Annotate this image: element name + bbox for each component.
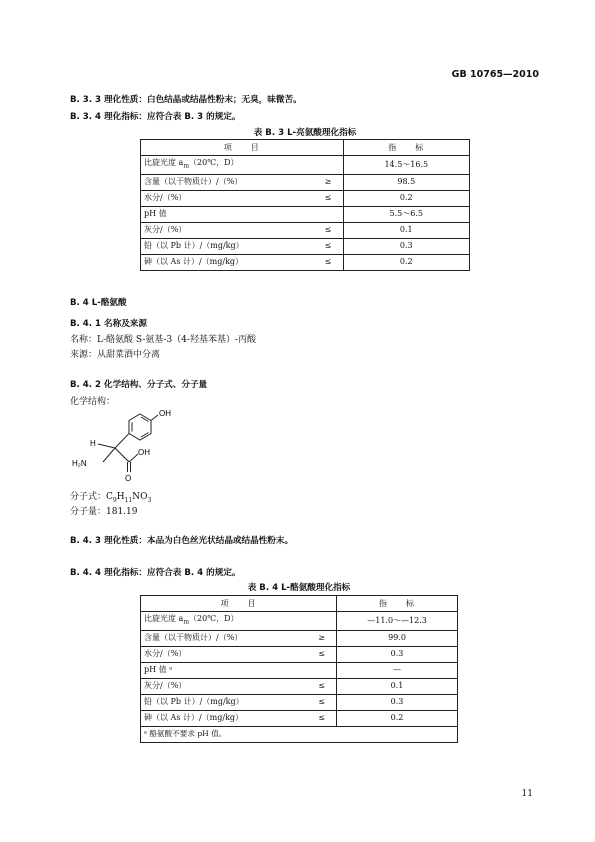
row-value: 0.2 bbox=[337, 710, 458, 726]
row-comparator: ≤ bbox=[307, 646, 337, 662]
amino-label: H₂N bbox=[72, 459, 87, 468]
row-item-text: 砷（以 As 计）/（mg/kg） bbox=[144, 257, 244, 267]
row-comparator: ≥ bbox=[307, 630, 337, 646]
row-comparator: ≤ bbox=[307, 678, 337, 694]
row-item-text: 含量（以干物质计）/（%） bbox=[144, 633, 243, 643]
row-value: 0.3 bbox=[337, 646, 458, 662]
row-item bbox=[141, 174, 314, 190]
table-row bbox=[141, 254, 470, 270]
name-line: 名称：L-酪氨酸 S-氨基-3（4-羟基苯基）-丙酸 bbox=[70, 335, 256, 345]
row-item-text: 铅（以 Pb 计）/（mg/kg） bbox=[144, 697, 244, 707]
standard-number: GB 10765—2010 bbox=[451, 69, 539, 80]
row-item-text: 含量（以干物质计）/（%） bbox=[144, 177, 243, 187]
table-b4-caption: 表 B. 4 L-酪氨酸理化指标 bbox=[247, 583, 351, 593]
row-comparator: ≤ bbox=[313, 222, 343, 238]
section-b4-heading: B. 4 L-酪氨酸 bbox=[70, 298, 127, 308]
row-item bbox=[141, 678, 308, 694]
row-item-text: pH 值 bbox=[144, 209, 167, 219]
table-row bbox=[141, 630, 458, 646]
row-comparator bbox=[313, 156, 343, 175]
row-value: — bbox=[337, 662, 458, 678]
table-b4 bbox=[140, 595, 458, 743]
table-row bbox=[141, 190, 470, 206]
row-item-subscript: m bbox=[183, 162, 190, 170]
molecular-weight: 分子量：181.19 bbox=[70, 507, 138, 517]
row-item-text: 铅（以 Pb 计）/（mg/kg） bbox=[144, 241, 244, 251]
section-b43: B. 4. 3 理化性质：本品为白色丝光状结晶或结晶性粉末。 bbox=[70, 536, 294, 546]
source-line: 来源：从甜菜酒中分离 bbox=[70, 350, 161, 360]
table-row bbox=[141, 238, 470, 254]
row-item bbox=[141, 206, 314, 222]
row-value: 99.0 bbox=[337, 630, 458, 646]
section-b41: B. 4. 1 名称及来源 bbox=[70, 319, 147, 329]
row-item-text: 水分/（%） bbox=[144, 649, 187, 659]
table-row bbox=[141, 662, 458, 678]
row-item-text: 灰分/（%） bbox=[144, 681, 187, 691]
row-item-condition: （20℃，D） bbox=[189, 158, 239, 167]
column-header-spec: 指 标 bbox=[343, 140, 469, 156]
row-item bbox=[141, 646, 308, 662]
table-footnote-row bbox=[141, 726, 458, 742]
row-item bbox=[141, 254, 314, 270]
structure-label: 化学结构： bbox=[70, 397, 116, 407]
row-item bbox=[141, 662, 308, 678]
formula-o-count: 3 bbox=[147, 496, 152, 504]
row-comparator: ≤ bbox=[307, 710, 337, 726]
row-item bbox=[141, 190, 314, 206]
formula-h: H bbox=[116, 492, 125, 502]
hydroxyl-label: OH bbox=[159, 409, 171, 418]
row-comparator: ≤ bbox=[313, 238, 343, 254]
row-item-text: 水分/（%） bbox=[144, 193, 187, 203]
table-row bbox=[141, 710, 458, 726]
row-value: 0.3 bbox=[337, 694, 458, 710]
hydrogen-label: H bbox=[90, 439, 96, 448]
section-b42: B. 4. 2 化学结构、分子式、分子量 bbox=[70, 380, 208, 390]
row-comparator: ≥ bbox=[313, 174, 343, 190]
row-value: —11.0～—12.3 bbox=[337, 612, 458, 631]
acid-hydroxyl-label: OH bbox=[138, 448, 150, 457]
table-b3 bbox=[140, 139, 470, 271]
table-row bbox=[141, 174, 470, 190]
row-item bbox=[141, 694, 308, 710]
row-value: 98.5 bbox=[343, 174, 469, 190]
row-comparator: ≤ bbox=[313, 254, 343, 270]
row-comparator bbox=[307, 662, 337, 678]
row-item-text: 比旋光度 a bbox=[144, 158, 184, 167]
column-header-spec: 指 标 bbox=[337, 596, 458, 612]
row-comparator: ≤ bbox=[313, 190, 343, 206]
section-b44: B. 4. 4 理化指标：应符合表 B. 4 的规定。 bbox=[70, 568, 241, 578]
table-row bbox=[141, 156, 470, 175]
row-item bbox=[141, 238, 314, 254]
formula-h-count: 11 bbox=[124, 496, 133, 504]
formula-c-count: 9 bbox=[112, 496, 117, 504]
row-value: 0.1 bbox=[343, 222, 469, 238]
row-comparator bbox=[313, 206, 343, 222]
table-footnote: ᵃ 酪氨酸不要求 pH 值。 bbox=[141, 726, 458, 742]
row-value: 5.5～6.5 bbox=[343, 206, 469, 222]
row-value: 14.5～16.5 bbox=[343, 156, 469, 175]
row-item bbox=[141, 612, 308, 631]
molecular-formula bbox=[70, 489, 151, 504]
row-value: 0.2 bbox=[343, 190, 469, 206]
row-value: 0.1 bbox=[337, 678, 458, 694]
table-header bbox=[141, 140, 470, 156]
page-number: 11 bbox=[521, 789, 533, 799]
table-row bbox=[141, 694, 458, 710]
row-item-text: 比旋光度 a bbox=[144, 614, 184, 623]
row-item-text: 砷（以 As 计）/（mg/kg） bbox=[144, 713, 244, 723]
column-header-item: 项 目 bbox=[141, 596, 337, 612]
table-row bbox=[141, 612, 458, 631]
row-item-condition: （20℃，D） bbox=[189, 614, 239, 623]
section-b34: B. 3. 4 理化指标：应符合表 B. 3 的规定。 bbox=[70, 112, 241, 122]
row-comparator: ≤ bbox=[307, 694, 337, 710]
formula-rest: NO bbox=[132, 492, 148, 502]
row-comparator bbox=[307, 612, 337, 631]
tyrosine-structure bbox=[70, 402, 190, 484]
table-row bbox=[141, 206, 470, 222]
row-value: 0.3 bbox=[343, 238, 469, 254]
row-value: 0.2 bbox=[343, 254, 469, 270]
table-row bbox=[141, 678, 458, 694]
carbonyl-oxygen-label: O bbox=[125, 474, 132, 483]
row-item-text: pH 值 ᵃ bbox=[144, 665, 173, 675]
row-item-subscript: m bbox=[183, 618, 190, 626]
formula-c: C bbox=[106, 492, 113, 502]
table-b3-caption: 表 B. 3 L-亮氨酸理化指标 bbox=[253, 128, 357, 138]
formula-label: 分子式： bbox=[70, 492, 107, 502]
table-header bbox=[141, 596, 458, 612]
row-item bbox=[141, 710, 308, 726]
column-header-item: 项 目 bbox=[141, 140, 344, 156]
table-row bbox=[141, 222, 470, 238]
row-item-text: 灰分/（%） bbox=[144, 225, 187, 235]
table-row bbox=[141, 646, 458, 662]
row-item bbox=[141, 222, 314, 238]
section-b33: B. 3. 3 理化性质：白色结晶或结晶性粉末；无臭，味微苦。 bbox=[70, 95, 302, 105]
row-item bbox=[141, 630, 308, 646]
row-item bbox=[141, 156, 314, 175]
